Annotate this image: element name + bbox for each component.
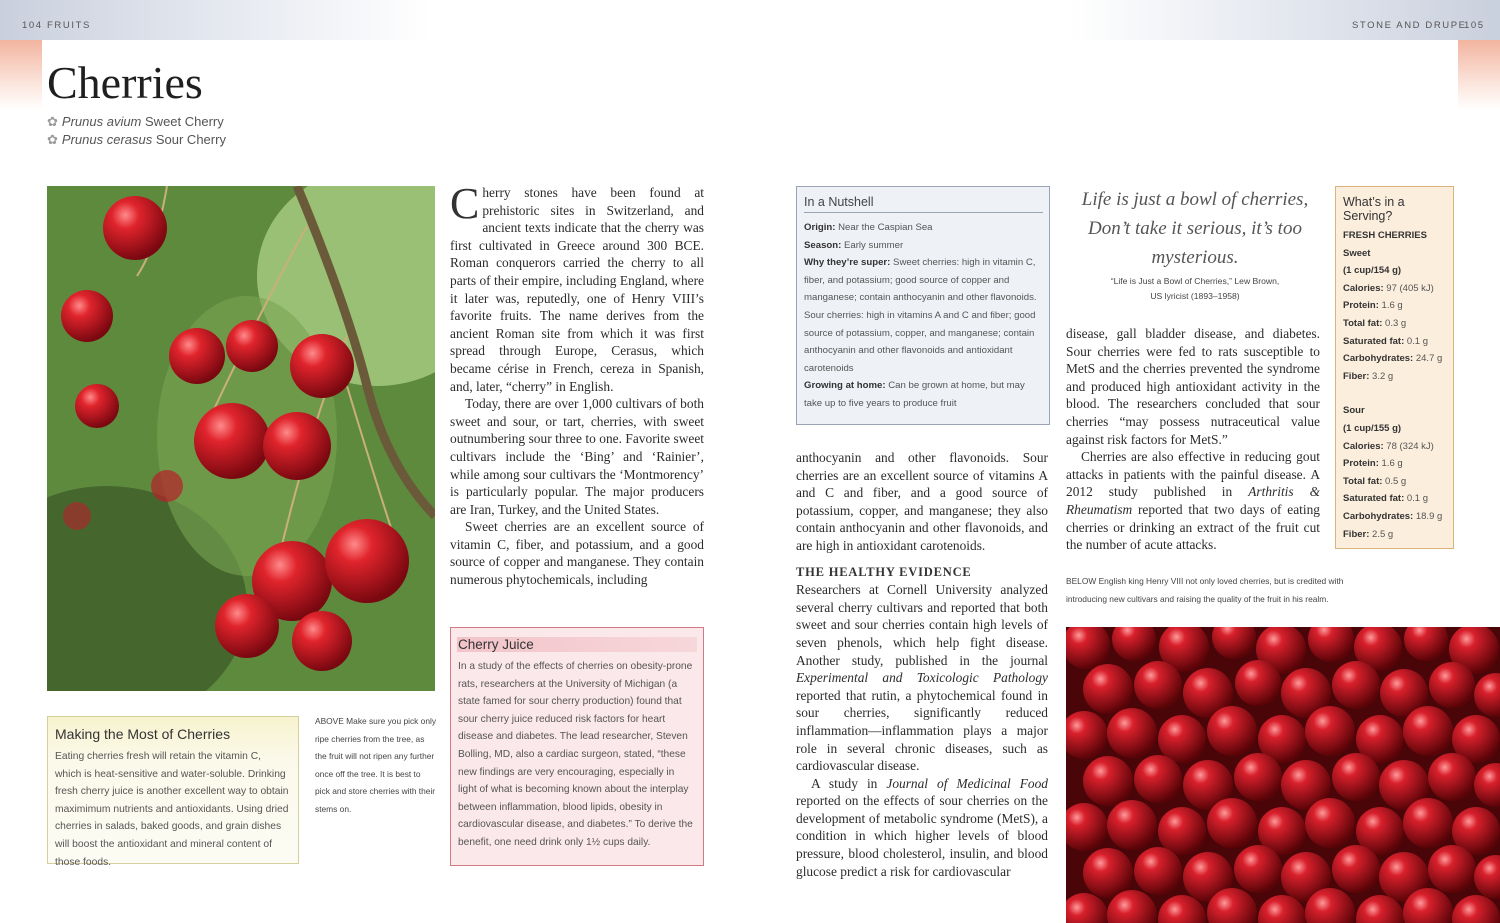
making-most-text: Eating cherries fresh will retain the vitamin C, which is heat-sensitive and water-soluble. Drinking fresh cherry juice is another excellent way to obtain maximimum nutrients and antioxidants. Using dried cherries in salads, baked goods, and grain dishes will boost the antioxidant and mineral content of those foods. <box>55 751 289 868</box>
paragraph: Cherries are also effective in reducing gout attacks in patients with the painful disease. A 2012 study published in Arthritis & Rheumatism reported that two days of eating cherries or drinking an extract of the fruit cut the number of acute attacks. <box>1066 449 1320 553</box>
nutrient-row: Fiber: 2.5 g <box>1343 528 1394 540</box>
nutrient-row: Saturated fat: 0.1 g <box>1343 335 1429 347</box>
nutshell-origin: Origin: Near the Caspian Sea <box>804 222 933 233</box>
page-number-right: 105 <box>1464 20 1485 31</box>
running-head-right: STONE AND DRUPE <box>1352 20 1467 31</box>
nutshell-title: In a Nutshell <box>804 195 1043 213</box>
nutshell-box <box>796 186 1050 425</box>
nutrient-row: Total fat: 0.5 g <box>1343 475 1407 487</box>
running-head-left: FRUITS <box>47 20 91 31</box>
nutrient-row: Saturated fat: 0.1 g <box>1343 493 1429 505</box>
cherry-juice-title: Cherry Juice <box>457 637 697 652</box>
nutrient-row: Carbohydrates: 24.7 g <box>1343 353 1443 365</box>
photo-caption-below: BELOW English king Henry VIII not only loved cherries, but is credited with introducing new cultivars and raising the quality of the fruit in his realm. <box>1066 576 1344 604</box>
paragraph: Researchers at Cornell University analyzed several cherry cultivars and reported that both sweet and sour cherries contain high levels of seven phenols, which help fight disease. Another study, published in the journal Experimental and Toxicologic Pathology reported that rutin, a phytochemical found in sour cherries, significantly reduced inflammation—inflammation plays a major role in several chronic diseases, such as cardiovascular disease. <box>796 582 1048 774</box>
pull-quote <box>1066 185 1324 304</box>
nutshell-text <box>804 219 1041 413</box>
nutshell-home: Growing at home: Can be grown at home, but may take up to five years to produce fruit <box>804 380 1025 409</box>
page-edge-tab-left <box>0 40 42 110</box>
serving-sour: Sour <box>1343 405 1365 417</box>
cherries-on-branch-photo <box>47 186 435 691</box>
quote-citation: “Life is Just a Bowl of Cherries,” Lew Brown, US lyricist (1893–1958) <box>1110 276 1280 301</box>
species-item: ✿ Prunus avium Sweet Cherry <box>47 114 224 129</box>
serving-sour-portion: (1 cup/155 g) <box>1343 422 1402 434</box>
species-item: ✿ Prunus cerasus Sour Cherry <box>47 132 226 147</box>
paragraph: anthocyanin and other flavonoids. Sour cherries are an excellent source of vitamins A and C and fiber, and a good source of potassium, copper, and manganese; they also contain anthocyanin and other flavonoids, and are high in antioxidant carotenoids. <box>796 450 1048 553</box>
serving-sweet: Sweet <box>1343 247 1371 259</box>
body-text-column-4 <box>1066 325 1320 554</box>
paragraph: A study in Journal of Medicinal Food reported on the effects of sour cherries on the development of metabolic syndrome (MetS), a condition in which higher levels of blood pressure, blood cholesterol, insulin, and blood glucose predict a risk for cardiovascular <box>796 775 1048 879</box>
page-title: Cherries <box>47 57 203 108</box>
making-most-box <box>47 716 299 868</box>
flower-bullet-icon: ✿ <box>47 114 58 129</box>
page-number-left: 104 <box>22 20 43 31</box>
nutrient-row: Protein: 1.6 g <box>1343 300 1403 312</box>
cherry-juice-text: In a study of the effects of cherries on obesity-prone rats, researchers at the University of Michigan (a state famed for sour cherry production) found that sour cherry juice reduced risk factors for heart disease and diabetes. The lead researcher, Steven Bolling, MD, also a cardiac surgeon, stated, “these new findings are very encouraging, especially in light of what is becoming known about the interplay between inflammation, blood lipids, obesity in cardiovascular disease, and diabetes.” To derive the benefit, one need drink only 1½ cups daily. <box>458 661 693 848</box>
paragraph: Today, there are over 1,000 cultivars of both sweet and sour, or tart, cherries, with sweet outnumbering sour three to one. Favorite sweet cultivars include the ‘Bing’ and ‘Rainier’, while among sour cultivars the ‘Montmorency’ is particularly popular. The major producers are Iran, Turkey, and the United States. <box>450 396 704 517</box>
paragraph: disease, gall bladder disease, and diabetes. Sour cherries were fed to rats susceptible to MetS and the cherries prevented the syndrome and produced high antioxidant activity in the blood. The researchers concluded that sour cherries “may possess nutraceutical value against risk factors for MetS.” <box>1066 326 1320 447</box>
cherry-pile-illustration <box>1066 627 1500 923</box>
page-edge-tab-right <box>1458 40 1500 110</box>
nutrient-row: Carbohydrates: 18.9 g <box>1343 510 1443 522</box>
paragraph: Sweet cherries are an excellent source of vitamin C, fiber, and potassium, and a good source of copper and manganese. They contain numerous phytochemicals, including <box>450 519 704 588</box>
nutshell-season: Season: Early summer <box>804 239 904 251</box>
nutrient-row: Fiber: 3.2 g <box>1343 370 1394 382</box>
quote-text: Life is just a bowl of cherries, Don’t take it serious, it’s too mysterious. <box>1081 189 1309 268</box>
cherry-pile-photo <box>1066 627 1500 923</box>
nutrient-row: Protein: 1.6 g <box>1343 458 1403 470</box>
nutrient-row: Calories: 97 (405 kJ) <box>1343 282 1434 294</box>
body-text-column-3 <box>796 449 1048 880</box>
nutrient-row: Total fat: 0.3 g <box>1343 317 1407 329</box>
intro-paragraph: Cherry stones have been found at prehistoric sites in Switzerland, and ancient texts indicate that the cherry was first cultivated in Greece around 300 BCE. Roman conquerors carried the cherry to all parts of their empire, including England, where it later was, reputedly, one of Henry VIII’s favorite fruits. The name derives from the ancient Roman site from which it was first spread through Europe, Cerasus, which became cérise in French, cereza in Spanish, and, later, “cherry” in English. <box>450 179 704 394</box>
species-list <box>47 113 226 149</box>
nutrient-row: Calories: 78 (324 kJ) <box>1343 440 1434 452</box>
cherries-branch-illustration <box>47 186 435 691</box>
flower-bullet-icon: ✿ <box>47 132 58 147</box>
serving-heading: FRESH CHERRIES <box>1343 230 1427 241</box>
drop-cap: C <box>450 179 480 228</box>
photo-caption-above: ABOVE Make sure you pick only ripe cherries from the tree, as the fruit will not ripen any further once off the tree. It is best to pick and store cherries with their stems on. <box>315 716 437 814</box>
nutshell-super: Why they’re super: Sweet cherries: high in vitamin C, fiber, and potassium; good source of copper and manganese; contain anthocyanin and other flavonoids. Sour cherries: high in vitamins A and C and fiber; good source of potassium, copper, and manganese; contain anthocyanin and other flavonoids and antioxidant carotenoids <box>804 257 1037 374</box>
serving-box <box>1335 186 1454 549</box>
section-heading: THE HEALTHY EVIDENCE <box>796 564 972 579</box>
serving-title: What’s in a Serving? <box>1343 195 1405 223</box>
making-most-title: Making the Most of Cherries <box>55 726 231 742</box>
body-text-column-1 <box>450 179 704 589</box>
cherry-juice-box <box>450 627 704 866</box>
serving-sweet-portion: (1 cup/154 g) <box>1343 265 1402 277</box>
